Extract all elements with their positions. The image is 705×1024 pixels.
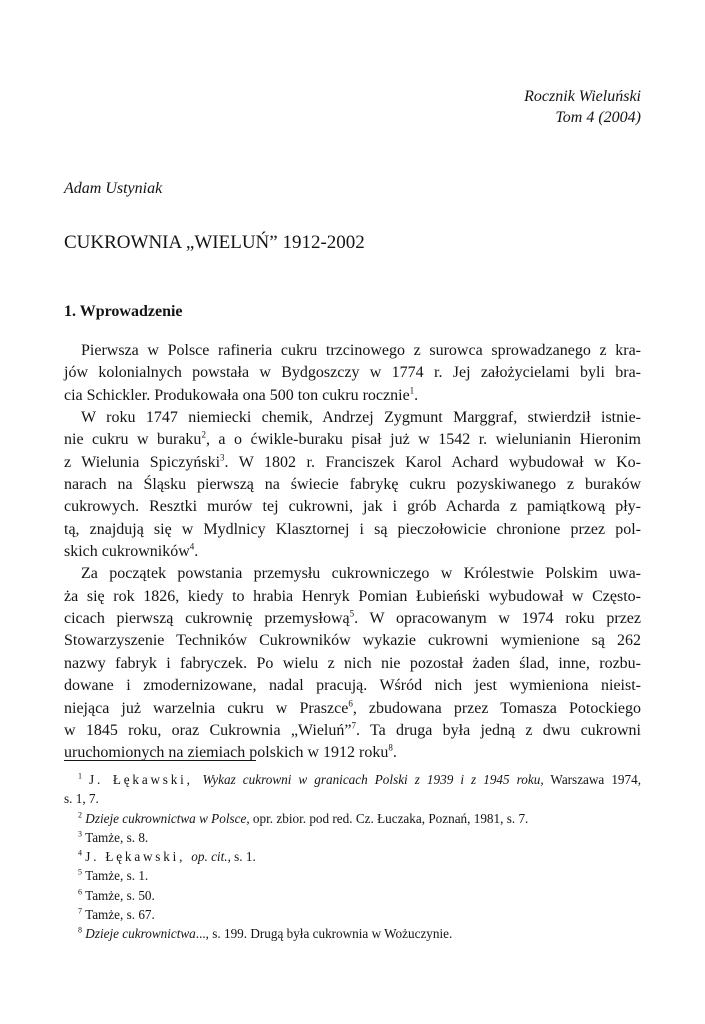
journal-name: Rocznik Wieluński (524, 88, 641, 105)
author-name: Adam Ustyniak (64, 180, 163, 197)
body-line: skich cukrowników$^4$. (64, 541, 199, 561)
body-line: w 1845 roku, oraz Cukrownia „Wieluń”$^7$. Ta druga była jedną z dwu cukrowni (64, 720, 641, 739)
footnote-6: $^6$ Tamże, s. 50. (78, 887, 155, 903)
footnote-8: $^8$ Dzieje cukrownictwa..., s. 199. Drugą była cukrownia w Wożuczynie. (78, 925, 453, 942)
body-line: jów kolonialnych powstała w Bydgoszczy w 1774 r. Jej założycielami byli bra- (64, 364, 641, 382)
body-line: uruchomionych na ziemiach polskich w 1912 roku$^8$. (64, 742, 397, 762)
body-line: narach na Śląsku pierwszą na świecie fabrykę cukru pozyskiwanego z buraków (64, 476, 641, 494)
footnote-ref[interactable]: 8 (388, 742, 393, 753)
footnotes (64, 770, 641, 944)
article-body (64, 340, 641, 765)
footnote-ref[interactable]: 1 (409, 385, 415, 396)
journal-header (524, 86, 641, 128)
footnote-ref[interactable]: 5 (349, 608, 355, 619)
body-line: Za początek powstania przemysłu cukrowniczego w Królestwie Polskim uwa- (81, 565, 641, 583)
body-line: cicach pierwszą cukrownię przemysłową$^5$. W opracowanym w 1974 roku przez (64, 608, 642, 628)
footnote-1-cont: s. 1, 7. (64, 791, 99, 807)
body-line: cukrowych. Resztki murów tej cukrowni, jak i grób Acharda z pamiątkową pły- (64, 498, 641, 516)
journal-volume: Tom 4 (2004) (555, 109, 641, 126)
footnote-1: $^1$ J. Łękawski, Wykaz cukrowni w granicach Polski z 1939 i z 1945 roku, Warszawa 1974, (78, 771, 641, 787)
footnote-3: $^3$ Tamże, s. 8. (78, 829, 149, 845)
body-line: ża się rok 1826, kiedy to hrabia Henryk Pomian Łubieński wybudował w Często- (64, 587, 641, 605)
body-line: tą, znajdują się w Mydlnicy Klasztornej i są pieczołowicie chronione przez pol- (64, 520, 641, 538)
body-line: W roku 1747 niemiecki chemik, Andrzej Zygmunt Marggraf, stwierdził istnie- (81, 409, 641, 427)
footnote-ref[interactable]: 2 (201, 430, 206, 441)
footnote-4: $^4$ J. Łękawski, op. cit., s. 1. (78, 848, 256, 865)
body-line: Stowarzyszenie Techników Cukrowników wykazie cukrowni wymienione są 262 (64, 632, 641, 650)
body-line: Pierwsza w Polsce rafineria cukru trzcinowego z surowca sprowadzanego z kra- (81, 342, 641, 359)
footnote-7: $^7$ Tamże, s. 67. (78, 906, 155, 923)
footnote-ref[interactable]: 6 (348, 698, 353, 709)
body-line: nazwy fabryk i fabryczek. Po wielu z nich nie pozostał żaden ślad, inne, rozbu- (64, 654, 641, 672)
section-heading: 1. Wprowadzenie (64, 303, 183, 320)
body-line: z Wielunia Spiczyński$^3$. W 1802 r. Franciszek Karol Achard wybudował w Ko- (64, 452, 642, 471)
body-line: dowane i zmodernizowane, nadal pracują. Wśród nich jest wymieniona nieist- (64, 677, 641, 695)
footnote-ref[interactable]: 4 (189, 541, 195, 552)
body-line: nie cukru w buraku$^2$, a o ćwikle-buraku pisał już w 1542 r. wielunianin Hieronim (64, 430, 641, 449)
footnote-2: $^2$ Dzieje cukrownictwa w Polsce, opr. zbior. pod red. Cz. Łuczaka, Poznań, 1981, s. 7. (78, 810, 529, 826)
footnote-ref[interactable]: 7 (351, 720, 356, 731)
footnote-ref[interactable]: 3 (220, 452, 225, 463)
footnote-5: $^5$ Tamże, s. 1. (78, 868, 149, 884)
article-title: CUKROWNIA „WIELUŃ” 1912-2002 (64, 232, 365, 253)
body-line: cia Schickler. Produkowała ona 500 ton cukru rocznie$^1$. (64, 385, 419, 404)
footnote-divider (64, 760, 256, 761)
body-line: niejąca już warzelnia cukru w Praszce$^6$, zbudowana przez Tomasza Potockiego (64, 698, 641, 717)
